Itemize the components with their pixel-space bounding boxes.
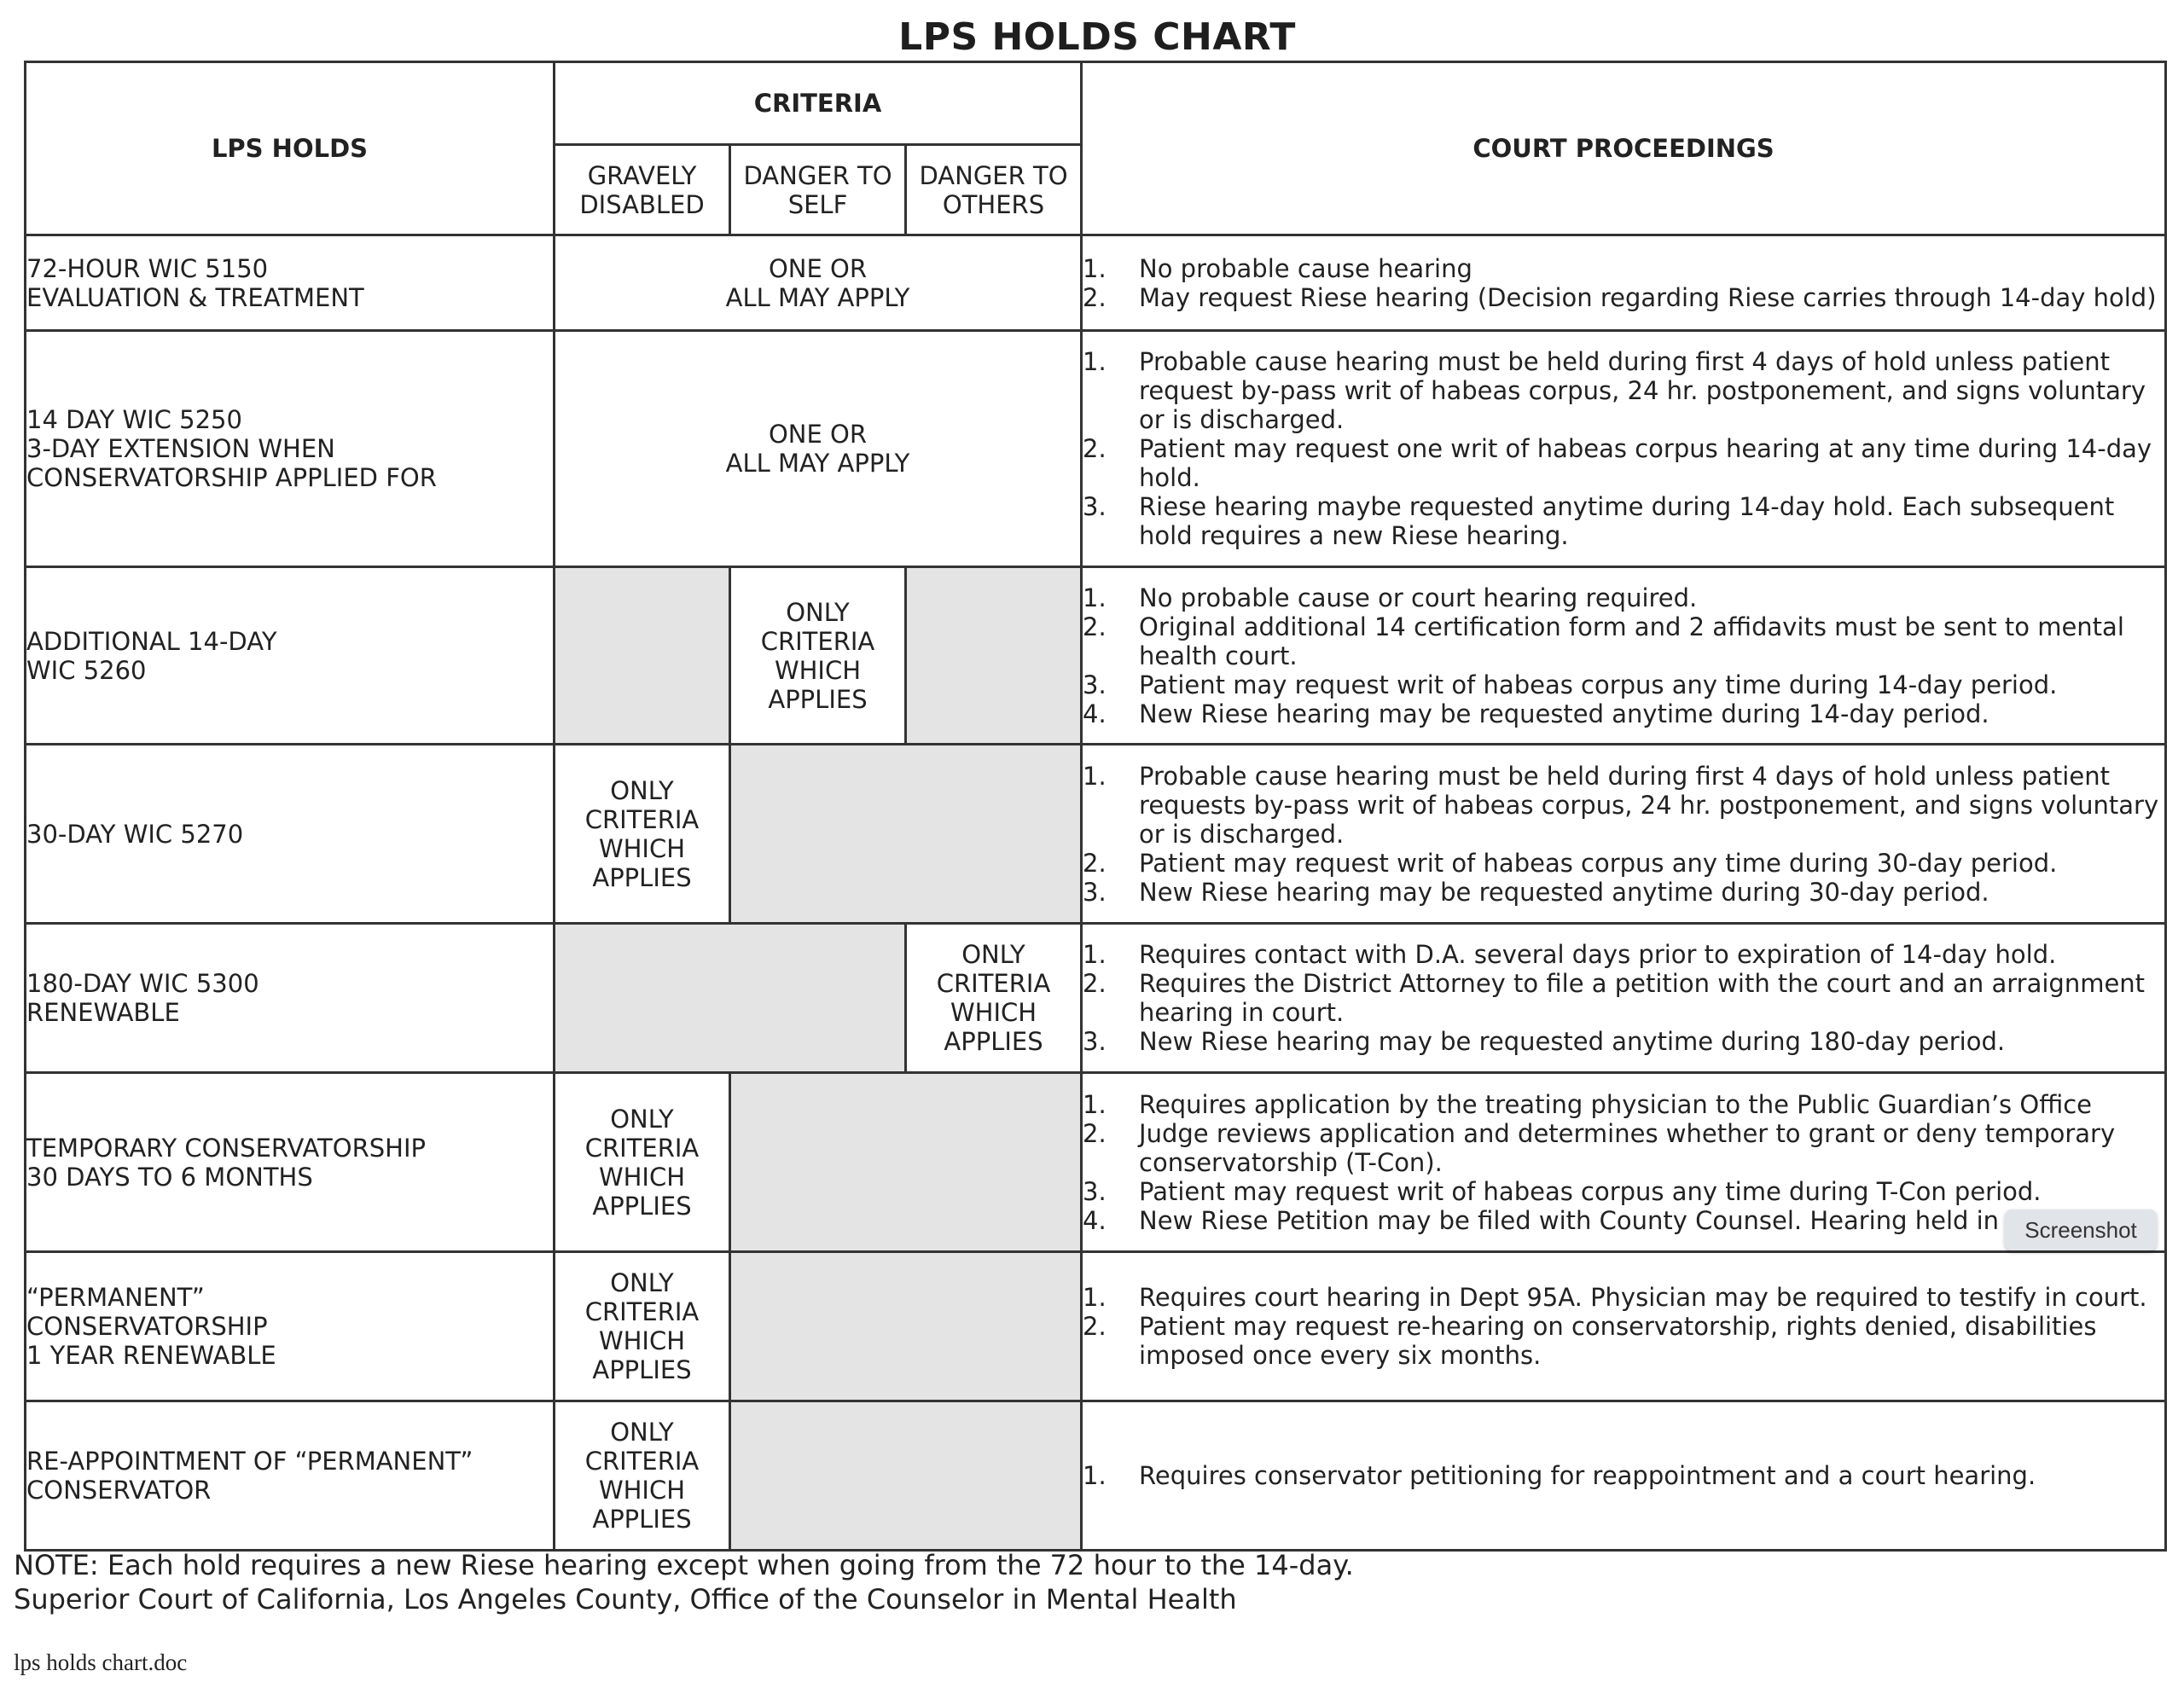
hold-name-line: 180-DAY WIC 5300 [26,969,259,998]
item-text: Probable cause hearing must be held during first 4 days of hold unless patient request by-pass writ of habeas corpus, 24 hr. postponement, and signs voluntary or is discharged. [1139,347,2146,434]
item-number: 1. [1083,583,1107,612]
criteria-cell [555,331,1082,567]
item-number: 3. [1083,1176,1107,1206]
not-applicable-cell [730,1073,1082,1252]
criteria-text-line: ONLY [610,1268,674,1297]
hold-name-line: 3-DAY EXTENSION WHEN [26,434,335,463]
criteria-text-line: APPLIES [592,862,692,892]
court-proceeding-item [1083,347,2164,434]
hold-name-cell [26,1073,555,1252]
item-text: Patient may request writ of habeas corpus any time during 30-day period. [1139,848,2058,878]
court-proceedings-list [1083,762,2164,907]
item-number: 1. [1083,1283,1107,1312]
court-proceedings-list [1083,1283,2164,1370]
not-applicable-cell [730,745,1082,924]
criteria-text-line: WHICH [598,1162,686,1192]
item-number: 2. [1083,1312,1107,1341]
item-number: 3. [1083,670,1107,699]
hold-name-line: RE-APPOINTMENT OF “PERMANENT” [26,1447,473,1476]
criteria-text-line: CRITERIA [584,1297,700,1326]
criteria-cell [555,1252,730,1401]
criteria-cell [555,1401,730,1551]
criteria-text-line: ONLY [786,597,850,627]
criteria-text-line: CRITERIA [584,1447,700,1476]
hold-name-cell [26,1401,555,1551]
item-text: Probable cause hearing must be held during first 4 days of hold unless patient requests by-pass writ of habeas corpus, 24 hr. postponement, and signs voluntary or is discharged. [1139,761,2159,849]
criteria-text-line: ONE OR [768,420,868,449]
criteria-cell [555,235,1082,331]
court-proceedings-list [1083,254,2164,312]
hold-name-line: 30 DAYS TO 6 MONTHS [26,1162,313,1192]
court-proceeding-item [1083,1461,2164,1490]
court-proceeding-item [1083,969,2164,1027]
hold-name-line: 72-HOUR WIC 5150 [26,253,269,283]
table-row [26,924,2166,1073]
hold-name-line: 30-DAY WIC 5270 [26,819,244,849]
item-text: Requires the District Attorney to file a petition with the court and an arraignment hearing in court. [1139,969,2146,1027]
item-text: Original additional 14 certification form and 2 affidavits must be sent to mental health court. [1139,612,2124,670]
criteria-text-line: ONLY [961,940,1025,969]
criteria-cell [906,924,1082,1073]
header-line: SELF [787,189,848,219]
court-proceeding-item [1083,583,2164,612]
criteria-text-line: ONLY [610,1418,674,1447]
court-proceeding-item [1083,699,2164,728]
criteria-text-line: ALL MAY APPLY [725,282,910,312]
court-proceeding-item [1083,1027,2164,1056]
hold-name-cell [26,1252,555,1401]
court-proceedings-cell [1082,235,2166,331]
item-text: No probable cause hearing [1139,253,1472,283]
court-proceeding-item [1083,1312,2164,1370]
item-text: Requires court hearing in Dept 95A. Physician may be required to testify in court. [1139,1283,2147,1312]
court-proceedings-cell [1082,1401,2166,1551]
lps-holds-table [24,61,2167,1552]
header-lps-holds: LPS HOLDS [26,62,555,235]
hold-name-line: CONSERVATORSHIP APPLIED FOR [26,463,437,492]
item-number: 2. [1083,969,1107,998]
header-criteria: CRITERIA [555,62,1082,145]
item-number: 4. [1083,1205,1107,1235]
hold-name-cell [26,331,555,567]
criteria-text-line: CRITERIA [584,1133,700,1163]
table-row [26,745,2166,924]
header-line: DISABLED [579,189,705,219]
item-number: 1. [1083,940,1107,969]
criteria-text-line: WHICH [598,1476,686,1505]
criteria-text-line: APPLIES [592,1505,692,1534]
court-proceeding-item [1083,434,2164,492]
court-proceedings-list [1083,583,2164,728]
item-number: 2. [1083,848,1107,878]
hold-name-line: RENEWABLE [26,998,180,1027]
court-proceeding-item [1083,849,2164,878]
court-proceeding-item [1083,878,2164,907]
item-number: 2. [1083,282,1107,312]
item-text: Patient may request writ of habeas corpus any time during T-Con period. [1139,1176,2042,1206]
item-text: New Riese hearing may be requested anytime during 180-day period. [1139,1027,2006,1056]
criteria-text-line: WHICH [774,655,862,685]
item-text: No probable cause or court hearing required. [1139,583,1698,612]
court-proceedings-cell [1082,924,2166,1073]
screenshot-button[interactable]: Screenshot [2005,1209,2157,1250]
table-row [26,567,2166,745]
court-proceeding-item [1083,612,2164,670]
criteria-text-line: APPLIES [768,684,868,714]
court-proceedings-cell [1082,567,2166,745]
criteria-text-line: WHICH [950,998,1037,1027]
criteria-text-line: APPLIES [944,1027,1043,1056]
header-gravely-disabled [555,145,730,235]
item-text: Requires contact with D.A. several days prior to expiration of 14-day hold. [1139,940,2057,969]
item-text: New Riese Petition may be filed with County Counsel. Hearing held in [1139,1205,2000,1235]
item-number: 3. [1083,492,1107,521]
item-text: New Riese hearing may be requested anytime during 30-day period. [1139,877,1989,907]
court-proceedings-cell [1082,1252,2166,1401]
court-proceeding-item [1083,254,2164,283]
hold-name-line: TEMPORARY CONSERVATORSHIP [26,1133,426,1163]
item-text: New Riese hearing may be requested anytime during 14-day period. [1139,699,1989,728]
not-applicable-cell [555,924,906,1073]
court-proceeding-item [1083,670,2164,699]
court-proceeding-item [1083,762,2164,849]
header-danger-to-others [906,145,1082,235]
hold-name-line: ADDITIONAL 14-DAY [26,626,277,656]
table-row [26,1073,2166,1252]
criteria-text-line: APPLIES [592,1191,692,1221]
criteria-text-line: CRITERIA [936,969,1051,998]
hold-name-line: EVALUATION & TREATMENT [26,282,364,312]
header-line: OTHERS [942,189,1045,219]
hold-name-cell [26,924,555,1073]
hold-name-line: WIC 5260 [26,655,147,685]
not-applicable-cell [730,1252,1082,1401]
criteria-text-line: CRITERIA [584,804,700,834]
hold-name-line: “PERMANENT” [26,1283,205,1312]
not-applicable-cell [555,567,730,745]
item-number: 2. [1083,434,1107,463]
court-proceeding-item [1083,283,2164,312]
criteria-text-line: WHICH [598,833,686,863]
item-number: 2. [1083,1118,1107,1148]
not-applicable-cell [906,567,1082,745]
criteria-text-line: APPLIES [592,1355,692,1384]
item-text: Patient may request writ of habeas corpus any time during 14-day period. [1139,670,2058,699]
court-proceedings-cell [1082,745,2166,924]
item-number: 2. [1083,612,1107,641]
court-proceedings-cell [1082,331,2166,567]
item-text: May request Riese hearing (Decision regarding Riese carries through 14-day hold) [1139,282,2157,312]
court-proceedings-list [1083,1461,2164,1490]
criteria-text-line: ONLY [610,775,674,805]
item-text: Requires conservator petitioning for reappointment and a court hearing. [1139,1461,2036,1490]
court-proceedings-list [1083,1090,2164,1235]
footer-note: NOTE: Each hold requires a new Riese hearing except when going from the 72 hour to the 14-day. [14,1549,1354,1581]
table-row [26,331,2166,567]
item-text: Judge reviews application and determines whether to grant or deny temporary conservatorship (T-Con). [1139,1118,2116,1177]
item-text: Requires application by the treating physician to the Public Guardian’s Office [1139,1089,2093,1119]
hold-name-cell [26,745,555,924]
document-filename: lps holds chart.doc [14,1650,188,1675]
court-proceedings-list [1083,347,2164,550]
item-number: 1. [1083,253,1107,283]
criteria-text-line: WHICH [598,1326,686,1355]
criteria-cell [730,567,906,745]
criteria-text-line: CRITERIA [760,626,875,656]
table-row [26,235,2166,331]
header-line: DANGER TO [919,160,1068,190]
item-number: 1. [1083,761,1107,791]
item-number: 1. [1083,347,1107,376]
item-text: Riese hearing maybe requested anytime during 14-day hold. Each subsequent hold requires a new Riese hearing. [1139,492,2115,550]
criteria-text-line: ALL MAY APPLY [725,449,910,478]
table-row [26,1252,2166,1401]
hold-name-cell [26,235,555,331]
hold-name-line: 1 YEAR RENEWABLE [26,1341,276,1370]
court-proceeding-item [1083,492,2164,550]
criteria-text-line: ONLY [610,1104,674,1134]
footer-notes [14,1548,1354,1616]
court-proceeding-item [1083,1283,2164,1312]
item-number: 1. [1083,1089,1107,1119]
hold-name-line: CONSERVATOR [26,1476,212,1505]
hold-name-line: CONSERVATORSHIP [26,1312,268,1341]
header-line: GRAVELY [587,160,697,190]
header-danger-to-self [730,145,906,235]
item-text: Patient may request re-hearing on conservatorship, rights denied, disabilities imposed once every six months. [1139,1312,2097,1370]
footer-source: Superior Court of California, Los Angeles County, Office of the Counselor in Mental Health [14,1583,1237,1615]
item-text: Patient may request one writ of habeas corpus hearing at any time during 14-day hold. [1139,434,2152,492]
hold-name-cell [26,567,555,745]
item-number: 4. [1083,699,1107,728]
court-proceedings-list [1083,940,2164,1056]
header-line: DANGER TO [743,160,892,190]
court-proceeding-item [1083,940,2164,969]
not-applicable-cell [730,1401,1082,1551]
court-proceeding-item [1083,1177,2164,1206]
court-proceeding-item [1083,1090,2164,1119]
item-number: 3. [1083,877,1107,907]
criteria-cell [555,1073,730,1252]
header-court-proceedings: COURT PROCEEDINGS [1082,62,2166,235]
court-proceeding-item [1083,1119,2164,1177]
item-number: 3. [1083,1027,1107,1056]
table-row [26,1401,2166,1551]
criteria-cell [555,745,730,924]
court-proceedings-cell [1082,1073,2166,1252]
item-number: 1. [1083,1461,1107,1490]
page-title: LPS HOLDS CHART [898,15,1296,59]
hold-name-line: 14 DAY WIC 5250 [26,405,242,434]
criteria-text-line: ONE OR [768,253,868,283]
court-proceeding-item [1083,1206,2164,1235]
